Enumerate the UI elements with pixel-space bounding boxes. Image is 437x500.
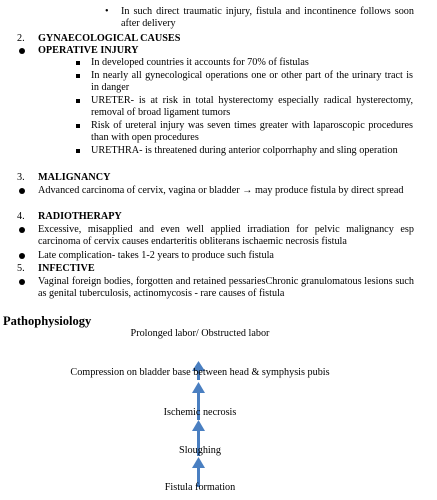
heading-radiotherapy: RADIOTHERAPY [38,211,122,222]
pathophysiology-title: Pathophysiology [3,314,92,328]
list-item: In nearly all gynecological operations one or other part of the urinary tract is in danger [91,70,413,94]
malignancy-text: Advanced carcinoma of cervix, vagina or bladder → may produce fistula by direct spread [38,185,404,196]
section-number-3: 3. [17,172,25,183]
section-number-5: 5. [17,263,25,274]
bullet-marker: • [105,6,109,17]
list-item: In developed countries it accounts for 70% of fistulas [91,57,309,68]
section-number-4: 4. [17,211,25,222]
flow-step-compression: Compression on bladder base between head & symphysis pubis [70,367,330,378]
heading-operative-injury: OPERATIVE INJURY [38,45,139,56]
flow-step-sloughing: Sloughing [179,445,221,456]
infective-text: Vaginal foreign bodies, forgotten and retained pessariesChronic granulomatous lesions such as genital tuberculosis, actinomycosis - rare causes of fistula [38,276,414,300]
flow-step-prolonged-labor: Prolonged labor/ Obstructed labor [130,328,270,339]
heading-gynaecological-causes: GYNAECOLOGICAL CAUSES [38,33,181,44]
list-item: URETHRA- is threatened during anterior colporrhaphy and sling operation [91,145,398,156]
section-number-2: 2. [17,33,25,44]
flow-step-ischemic-necrosis: Ischemic necrosis [163,407,237,418]
top-bullet-text: In such direct traumatic injury, fistula and incontinence follows soon after delivery [121,6,414,30]
list-item: Risk of ureteral injury was seven times greater with laparoscopic procedures than with open procedures [91,120,413,144]
radiotherapy-text-1: Excessive, misapplied and even well applied irradiation for pelvic malignancy esp carcinoma of cervix causes endarteritis obliterans ischaemic necrosis fistula [38,224,414,248]
list-item: URETER- is at risk in total hysterectomy especially radical hysterectomy, removal of broad ligament tumors [91,95,413,119]
heading-infective: INFECTIVE [38,263,95,274]
heading-malignancy: MALIGNANCY [38,172,111,183]
radiotherapy-text-2: Late complication- takes 1-2 years to produce such fistula [38,250,274,261]
flow-step-fistula-formation: Fistula formation [164,482,236,493]
